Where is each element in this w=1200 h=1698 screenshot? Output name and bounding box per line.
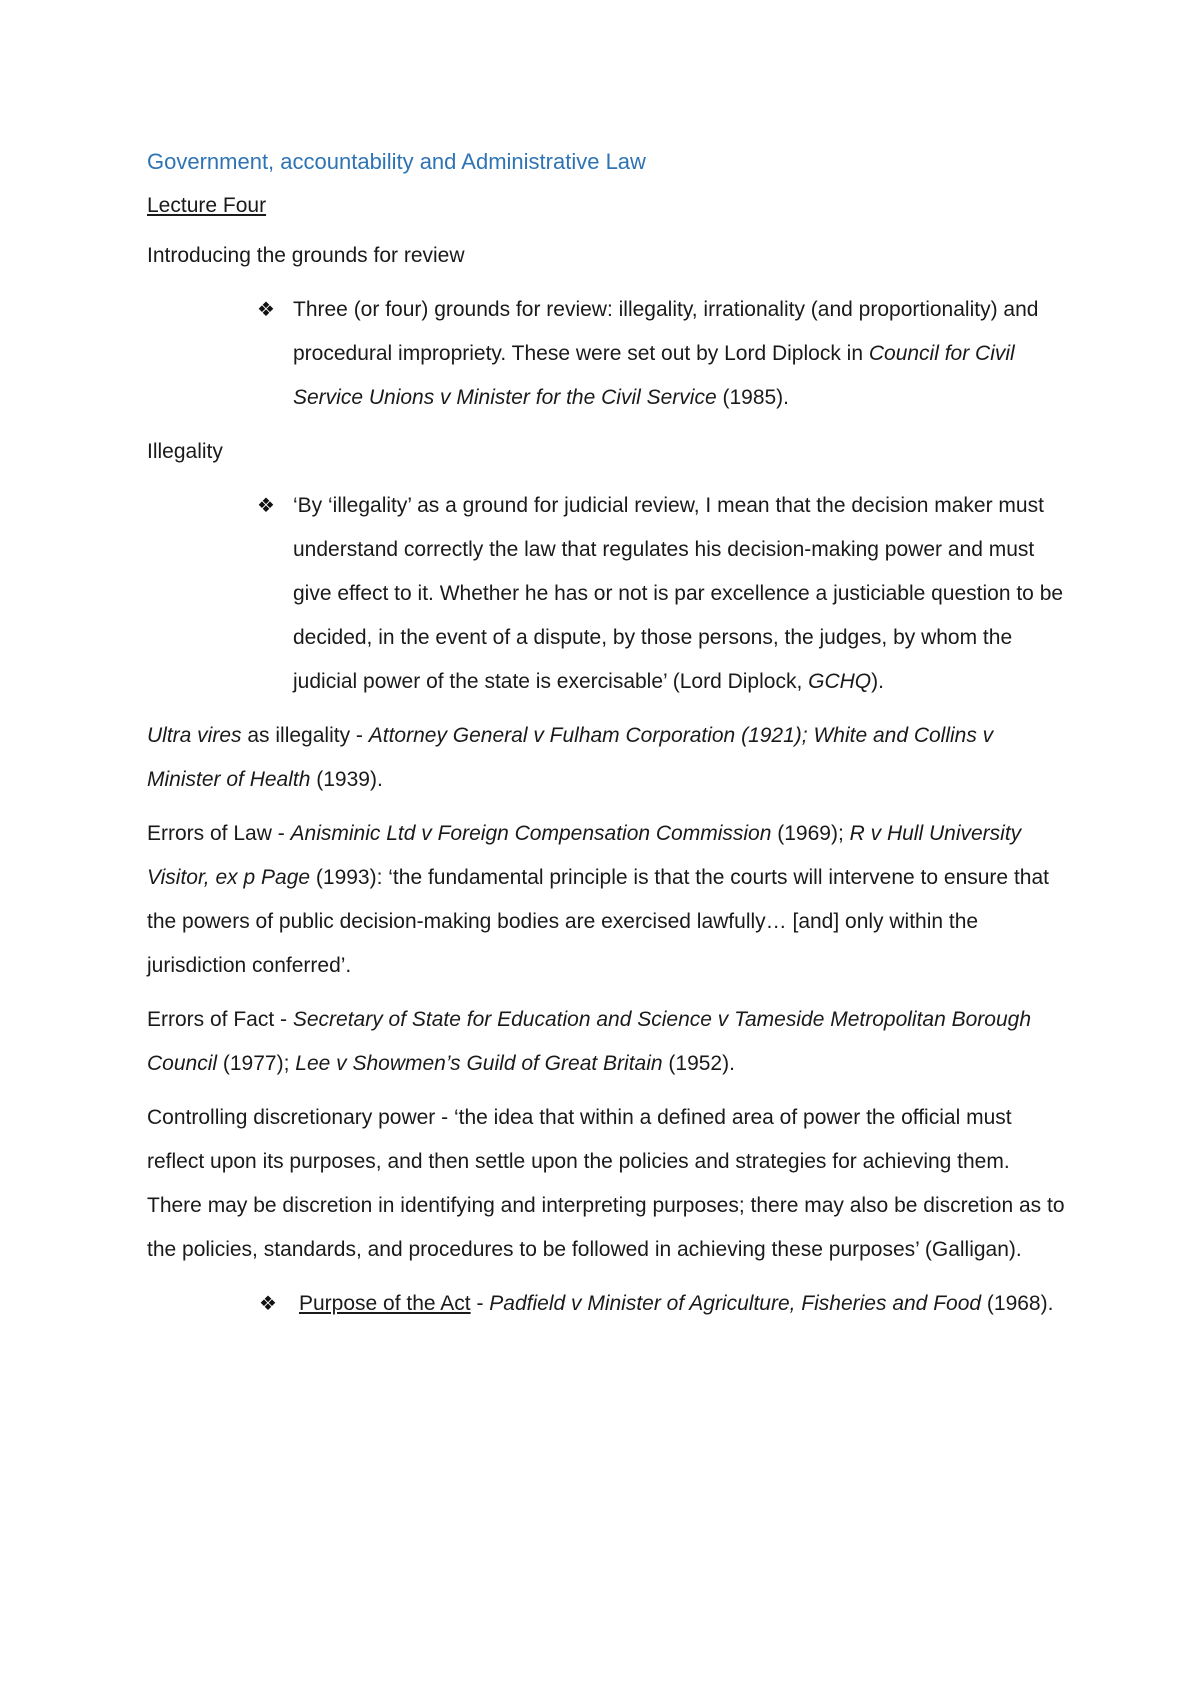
paragraph-text: as illegality - <box>241 724 369 747</box>
bullet-diplock-quote <box>147 484 1067 704</box>
diamond-bullet-icon: ❖ <box>259 1293 277 1315</box>
case-citation: Lee v Showmen’s Guild of Great Britain <box>295 1052 663 1075</box>
case-citation: Secretary of State for Education and Science v Tameside Metropolitan Borough Council <box>147 1008 1032 1075</box>
paragraph-errors-of-fact <box>147 998 1067 1086</box>
diamond-bullet-icon: ❖ <box>257 495 275 517</box>
bullet-grounds-for-review <box>147 288 1067 420</box>
bullet-label: Purpose of the Act <box>299 1292 471 1315</box>
bullet-purpose-of-act <box>147 1282 1067 1326</box>
paragraph-text: (1952). <box>662 1052 735 1075</box>
case-citation: Attorney General v Fulham Corporation (1921); White and Collins v Minister of Health <box>147 724 994 791</box>
case-citation: R v Hull University Visitor, ex p Page <box>147 822 1022 889</box>
paragraph-text: (1993): ‘the fundamental principle is that the courts will intervene to ensure that the powers of public decision-making bodies are exercised lawfully… [and] only within the jurisdiction conferred’. <box>147 866 1049 977</box>
bullet-text: Three (or four) grounds for review: illegality, irrationality (and proportionality) and procedural impropriety. These were set out by Lord Diplock in <box>293 298 1039 365</box>
intro-heading: Introducing the grounds for review <box>147 244 465 267</box>
case-citation: Council for Civil Service Unions v Minister for the Civil Service <box>293 342 1015 409</box>
paragraph-ultra-vires <box>147 714 1067 802</box>
illegality-heading: Illegality <box>147 440 223 463</box>
document-body <box>147 144 1067 1336</box>
paragraph-text: (1977); <box>217 1052 296 1075</box>
paragraph-discretionary-power: Controlling discretionary power - ‘the idea that within a defined area of power the official must reflect upon its purposes, and then settle upon the policies and strategies for achieving them. There may be discretion in identifying and interpreting purposes; there may also be discretion as to the policies, standards, and procedures to be followed in achieving these purposes’ (Galligan). <box>147 1106 1065 1261</box>
paragraph-errors-of-law <box>147 812 1067 988</box>
bullet-text: (1968). <box>981 1292 1054 1315</box>
bullet-text: ). <box>871 670 884 693</box>
paragraph-text: (1969); <box>771 822 850 845</box>
term: Ultra vires <box>147 724 242 747</box>
paragraph-text: (1939). <box>310 768 383 791</box>
bullet-text: (1985). <box>716 386 790 409</box>
bullet-text: ‘By ‘illegality’ as a ground for judicial review, I mean that the decision maker must understand correctly the law that regulates his decision-making power and must give effect to it. Whether he has or not is par excellence a justiciable question to be decided, in the event of a dispute, by those persons, the judges, by whom the judicial power of the state is exercisable’ (Lord Diplock, <box>293 494 1064 693</box>
lecture-heading: Lecture Four <box>147 194 267 217</box>
case-citation: GCHQ <box>808 670 872 693</box>
paragraph-label: Errors of Law - <box>147 822 291 845</box>
document-title: Government, accountability and Administrative Law <box>147 149 646 174</box>
case-citation: Anisminic Ltd v Foreign Compensation Commission <box>290 822 772 845</box>
paragraph-label: Errors of Fact - <box>147 1008 293 1031</box>
case-citation: Padfield v Minister of Agriculture, Fisheries and Food <box>489 1292 982 1315</box>
bullet-text: - <box>470 1292 490 1315</box>
diamond-bullet-icon: ❖ <box>257 299 275 321</box>
